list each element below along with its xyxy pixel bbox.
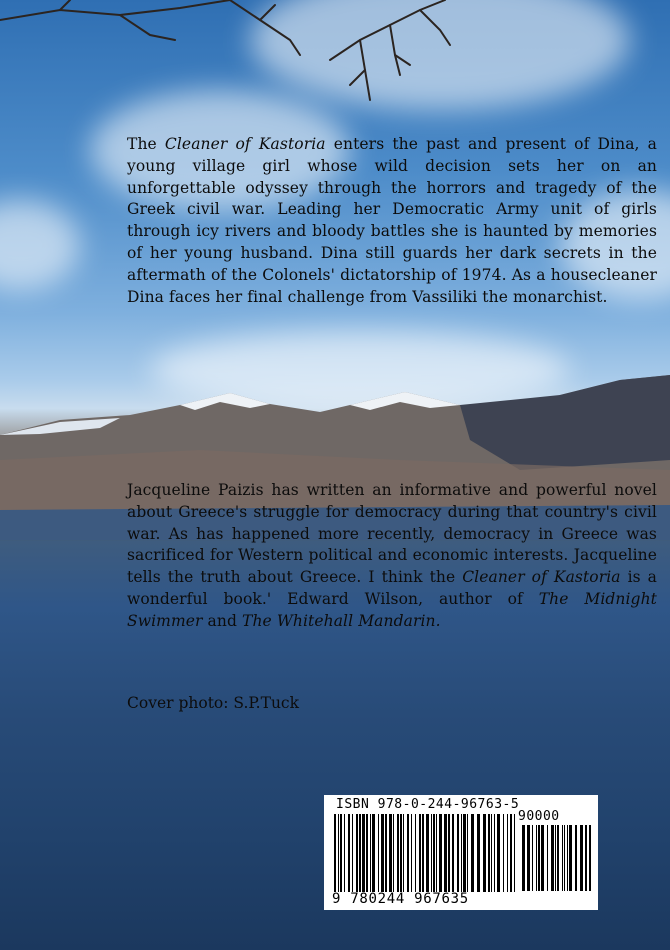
barcode-bar [389, 814, 392, 892]
barcode-bars [334, 814, 518, 892]
barcode-bar [415, 814, 416, 892]
barcode-bar [433, 814, 435, 892]
barcode-bar [403, 814, 404, 892]
barcode-bar [411, 814, 412, 892]
barcode-bar [488, 814, 490, 892]
barcode-bar [569, 825, 572, 891]
barcode-bar [497, 814, 500, 892]
barcode-bar [532, 825, 533, 891]
barcode-bar [439, 814, 442, 892]
barcode-addon-digits: 90000 [518, 809, 560, 824]
barcode-bar [407, 814, 409, 892]
reviewer-book-title: The Midnight Swimmer [127, 589, 657, 630]
barcode-bar [356, 814, 358, 892]
photo-credit: Cover photo: S.P.Tuck [127, 694, 300, 712]
barcode-bar [471, 814, 474, 892]
barcode-bar [334, 814, 336, 892]
barcode-bar [378, 814, 379, 892]
tree-branches [0, 0, 670, 150]
barcode-bar [385, 814, 387, 892]
barcode-bar [547, 825, 548, 891]
barcode-bar [431, 814, 432, 892]
barcode-bar [522, 825, 525, 891]
book-description [127, 134, 657, 308]
book-title: Cleaner of Kastoria [462, 568, 621, 587]
barcode-bar [580, 825, 583, 891]
barcode-bar [362, 814, 365, 892]
barcode-bar [536, 825, 537, 891]
barcode-bar [557, 825, 559, 891]
barcode-bar [397, 814, 399, 892]
barcode-bar [452, 814, 454, 892]
barcode-bar [562, 825, 563, 891]
barcode-bar [419, 814, 421, 892]
barcode-bar [436, 814, 437, 892]
ean-digits: 9 780244 967635 [332, 891, 469, 907]
barcode-bar [348, 814, 350, 892]
barcode-bar [507, 814, 508, 892]
review-text: Jacqueline Paizis has written an informative and powerful novel about Greece's struggle for democracy during that country's civil war. As has happened more recently, democracy in Greece was sacrificed for Western political and economic interests. Jacqueline tells the truth about Greece. I think the [127, 481, 657, 587]
barcode-bar [510, 814, 512, 892]
barcode-bar [457, 814, 459, 892]
barcode-bar [352, 814, 353, 892]
barcode-bar [370, 814, 371, 892]
barcode-bar [551, 825, 554, 891]
barcode-bar [338, 814, 339, 892]
barcode-bar [344, 814, 345, 892]
barcode-bar [555, 825, 556, 891]
barcode-bar [461, 814, 462, 892]
isbn-label: ISBN 978-0-244-96763-5 [336, 797, 520, 812]
barcode-bar [340, 814, 342, 892]
barcode-addon-bars [522, 825, 592, 891]
barcode-bar [503, 814, 504, 892]
barcode-bar [372, 814, 375, 892]
barcode-bar [393, 814, 394, 892]
barcode-bar [585, 825, 587, 891]
barcode-bar [541, 825, 544, 891]
barcode-bar [467, 814, 468, 892]
barcode-bar [366, 814, 368, 892]
barcode-bar [527, 825, 530, 891]
barcode-bar [359, 814, 361, 892]
barcode-bar [494, 814, 495, 892]
barcode-bar [381, 814, 384, 892]
description-text: enters the past and present of Dina, a young village girl whose wild decision sets her on an unforgettable odyssey through the horrors and tragedy of the Greek civil war. Leading her Democratic Army unit of girls through icy rivers and bloody battles she is haunted by memories of her young husband. Dina still guards her dark secrets in the aftermath of the Colonels' dictatorship of 1974. As a housecleaner Dina faces her final challenge from Vassiliki the monarchist. [127, 135, 658, 306]
barcode-bar [444, 814, 447, 892]
barcode-bar [422, 814, 424, 892]
review-text: is a wonderful book.' Edward Wilson, author of [127, 568, 658, 608]
barcode-bar [575, 825, 577, 891]
barcode-bar [538, 825, 540, 891]
description-text: The [127, 135, 165, 153]
barcode-bar [477, 814, 480, 892]
cloud [0, 200, 80, 290]
review-quote [127, 480, 657, 633]
barcode-bar [400, 814, 402, 892]
barcode-bar [448, 814, 450, 892]
barcode-bar [564, 825, 565, 891]
barcode-bar [483, 814, 486, 892]
barcode-bar [426, 814, 429, 892]
review-text: and [202, 611, 243, 630]
barcode-bar [514, 814, 515, 892]
reviewer-book-title: The Whitehall Mandarin. [242, 611, 441, 630]
isbn-barcode [324, 795, 598, 910]
barcode-bar [567, 825, 568, 891]
barcode-bar [463, 814, 466, 892]
book-title: Cleaner of Kastoria [164, 135, 326, 153]
barcode-bar [491, 814, 492, 892]
barcode-bar [589, 825, 591, 891]
